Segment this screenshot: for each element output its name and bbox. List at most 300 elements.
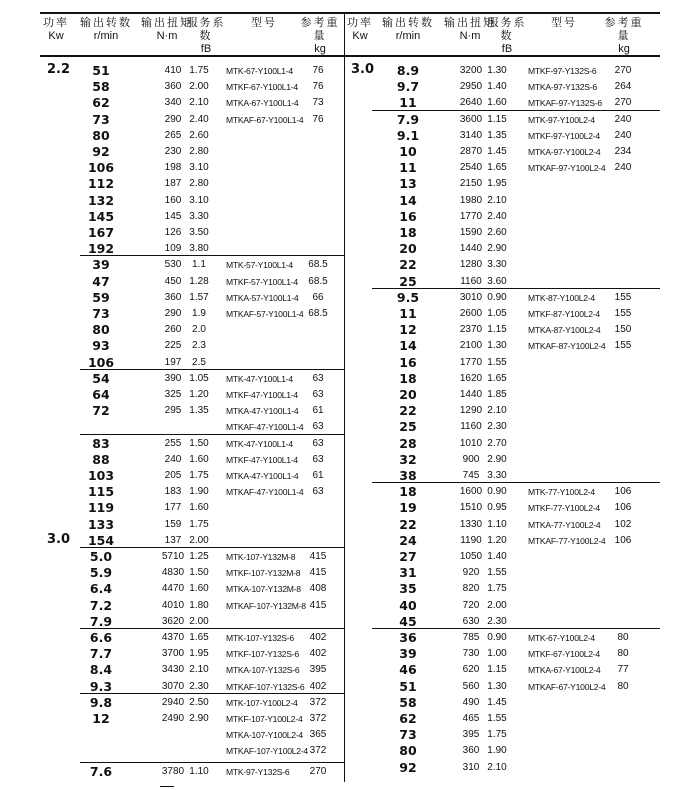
cell-factor: 2.70 bbox=[487, 437, 507, 449]
cell-torque: 159 bbox=[164, 518, 182, 530]
cell-speed: 7.9 bbox=[89, 613, 113, 629]
table-row bbox=[0, 338, 700, 354]
cell-speed: 132 bbox=[87, 192, 115, 208]
cell-weight: 106 bbox=[614, 486, 632, 498]
cell-speed: 8.4 bbox=[89, 662, 113, 678]
table-row bbox=[0, 176, 700, 192]
header-torque-label: 输出扭矩 bbox=[141, 17, 193, 29]
cell-model: MTKA-77-Y100L2-4 bbox=[528, 519, 601, 530]
cell-model: MTKF-97-Y132S-6 bbox=[528, 66, 597, 76]
power-label: 2.2 bbox=[47, 62, 71, 77]
cell-speed: 39 bbox=[399, 646, 417, 662]
cell-speed: 9.3 bbox=[89, 678, 113, 694]
cell-weight: 80 bbox=[617, 632, 629, 643]
cell-speed: 45 bbox=[399, 613, 417, 629]
cell-torque: 900 bbox=[462, 453, 480, 465]
cell-speed: 7.7 bbox=[89, 646, 113, 662]
cell-factor: 3.80 bbox=[189, 243, 209, 255]
table-row bbox=[0, 646, 700, 662]
cell-speed: 9.5 bbox=[396, 289, 420, 305]
table-row bbox=[0, 193, 700, 209]
cell-speed: 28 bbox=[399, 435, 417, 451]
cell-factor: 3.10 bbox=[189, 162, 209, 174]
header-bottom-border bbox=[40, 55, 660, 57]
header-weight-unit: kg bbox=[314, 43, 326, 55]
cell-torque: 490 bbox=[462, 696, 480, 708]
cell-model: MTK-57-Y100L1-4 bbox=[226, 260, 293, 271]
cell-speed: 20 bbox=[399, 241, 417, 257]
cell-torque: 3200 bbox=[459, 65, 483, 76]
cell-speed: 73 bbox=[399, 727, 417, 743]
cell-torque: 3070 bbox=[161, 680, 185, 692]
cell-speed: 59 bbox=[92, 289, 110, 305]
cell-torque: 2540 bbox=[459, 162, 483, 174]
cell-weight: 76 bbox=[312, 81, 324, 93]
cell-factor: 2.3 bbox=[192, 340, 206, 352]
cell-factor: 1.20 bbox=[189, 389, 209, 400]
table-row bbox=[0, 549, 700, 565]
cell-torque: 1010 bbox=[459, 437, 483, 449]
cell-weight: 63 bbox=[312, 372, 324, 384]
table-row bbox=[0, 225, 700, 241]
cell-factor: 2.10 bbox=[487, 761, 507, 773]
cell-factor: 1.15 bbox=[487, 324, 507, 336]
cell-torque: 785 bbox=[462, 632, 480, 643]
header-speed-unit: r/min bbox=[93, 30, 119, 42]
header-torque-unit: N·m bbox=[156, 30, 178, 42]
cell-speed: 73 bbox=[92, 306, 110, 321]
cell-factor: 2.50 bbox=[189, 696, 209, 708]
cell-factor: 3.30 bbox=[487, 470, 507, 481]
group-separator bbox=[372, 482, 660, 483]
cell-torque: 1440 bbox=[459, 243, 483, 255]
cell-factor: 1.1 bbox=[192, 259, 206, 271]
table-row bbox=[0, 533, 700, 549]
cell-speed: 103 bbox=[87, 468, 115, 483]
cell-factor: 1.30 bbox=[487, 65, 507, 76]
cell-speed: 25 bbox=[399, 419, 417, 435]
cell-speed: 11 bbox=[399, 160, 417, 176]
cell-model: MTKF-47-Y100L1-4 bbox=[226, 454, 298, 465]
cell-factor: 1.40 bbox=[487, 81, 507, 93]
table-row bbox=[0, 290, 700, 306]
cell-factor: 1.55 bbox=[487, 713, 507, 724]
cell-speed: 14 bbox=[399, 338, 417, 354]
table-row bbox=[0, 306, 700, 322]
cell-model: MTK-97-Y132S-6 bbox=[226, 767, 290, 778]
cell-speed: 13 bbox=[399, 176, 417, 192]
cell-model: MTKAF-67-Y100L2-4 bbox=[528, 681, 606, 692]
header-speed-label: 输出转数 bbox=[382, 17, 434, 29]
cell-weight: 77 bbox=[617, 664, 629, 676]
cell-speed: 80 bbox=[92, 127, 110, 143]
cell-speed: 92 bbox=[399, 759, 417, 775]
header-factor-label: 服务系数 bbox=[186, 17, 226, 42]
header-power-label: 功率 bbox=[347, 17, 373, 29]
cell-torque: 720 bbox=[462, 599, 480, 611]
table-row bbox=[0, 322, 700, 338]
cell-speed: 112 bbox=[87, 176, 115, 192]
cell-torque: 3620 bbox=[161, 615, 185, 627]
cell-weight: 234 bbox=[614, 146, 632, 157]
cell-torque: 745 bbox=[462, 470, 480, 481]
cell-factor: 1.65 bbox=[189, 632, 209, 643]
table-row bbox=[0, 452, 700, 468]
header-speed bbox=[378, 17, 438, 43]
header-model bbox=[534, 17, 594, 30]
cell-speed: 22 bbox=[399, 403, 417, 419]
cell-factor: 1.75 bbox=[487, 729, 507, 741]
cell-factor: 1.60 bbox=[487, 97, 507, 109]
cell-model: MTKA-57-Y100L1-4 bbox=[226, 292, 299, 303]
cell-weight: 106 bbox=[614, 502, 632, 514]
cell-factor: 1.90 bbox=[487, 745, 507, 757]
cell-factor: 1.40 bbox=[487, 551, 507, 562]
cell-factor: 1.28 bbox=[189, 275, 209, 287]
cell-factor: 3.60 bbox=[487, 275, 507, 287]
cell-weight: 155 bbox=[614, 340, 632, 352]
header-weight-unit: kg bbox=[618, 43, 630, 55]
cell-speed: 73 bbox=[92, 111, 110, 127]
table-row bbox=[0, 371, 700, 387]
cell-weight: 80 bbox=[617, 680, 629, 692]
cell-weight: 155 bbox=[614, 291, 632, 303]
cell-factor: 1.90 bbox=[189, 486, 209, 498]
cell-speed: 10 bbox=[399, 144, 417, 159]
cell-model: MTK-47-Y100L1-4 bbox=[226, 373, 293, 384]
cell-speed: 14 bbox=[399, 192, 417, 208]
cell-model: MTK-67-Y100L1-4 bbox=[226, 66, 293, 76]
cell-torque: 2600 bbox=[459, 308, 483, 319]
cell-torque: 265 bbox=[164, 129, 182, 141]
cell-speed: 93 bbox=[92, 338, 110, 354]
table-row bbox=[0, 112, 700, 128]
cell-speed: 58 bbox=[399, 694, 417, 710]
cell-speed: 24 bbox=[399, 532, 417, 548]
cell-torque: 1440 bbox=[459, 389, 483, 400]
cell-torque: 290 bbox=[164, 308, 182, 319]
cell-factor: 2.60 bbox=[189, 129, 209, 141]
cell-torque: 360 bbox=[164, 81, 182, 93]
cell-torque: 187 bbox=[164, 178, 182, 190]
cell-speed: 62 bbox=[399, 711, 417, 726]
cell-speed: 115 bbox=[87, 484, 115, 500]
cell-speed: 192 bbox=[87, 241, 115, 257]
cell-weight: 415 bbox=[309, 567, 327, 579]
cell-torque: 1190 bbox=[460, 534, 482, 546]
cell-torque: 240 bbox=[164, 453, 182, 465]
cell-torque: 920 bbox=[462, 567, 480, 579]
cell-torque: 198 bbox=[164, 162, 182, 174]
cell-factor: 3.30 bbox=[487, 259, 507, 271]
cell-weight: 63 bbox=[312, 486, 324, 498]
cell-torque: 109 bbox=[164, 243, 182, 255]
cell-torque: 3700 bbox=[161, 648, 185, 660]
cell-model: MTKA-107-Y132S-6 bbox=[226, 665, 300, 676]
cell-torque: 2640 bbox=[459, 97, 483, 109]
header-model-label: 型号 bbox=[251, 17, 277, 29]
header-torque-unit: N·m bbox=[459, 30, 481, 42]
header-speed-unit: r/min bbox=[395, 30, 421, 42]
cell-factor: 2.10 bbox=[487, 194, 507, 206]
cell-model: MTK-107-Y132S-6 bbox=[226, 633, 294, 643]
cell-model: MTKAF-97-Y100L2-4 bbox=[528, 163, 606, 174]
header-model bbox=[234, 17, 294, 30]
cell-model: MTKF-47-Y100L1-4 bbox=[226, 390, 298, 400]
cell-torque: 4370 bbox=[161, 632, 185, 643]
cell-torque: 1590 bbox=[459, 227, 483, 238]
cell-model: MTKF-87-Y100L2-4 bbox=[528, 309, 600, 319]
cell-model: MTKA-67-Y100L1-4 bbox=[226, 98, 299, 109]
cell-factor: 2.5 bbox=[192, 356, 206, 368]
cell-torque: 1980 bbox=[459, 194, 483, 206]
cell-model: MTKA-47-Y100L1-4 bbox=[226, 471, 299, 481]
cell-speed: 32 bbox=[399, 451, 417, 467]
cell-speed: 5.9 bbox=[89, 565, 113, 581]
cell-weight: 102 bbox=[614, 518, 632, 530]
cell-weight: 270 bbox=[614, 97, 632, 109]
cell-weight: 63 bbox=[312, 437, 324, 449]
cell-factor: 1.65 bbox=[487, 162, 507, 174]
cell-model: MTKAF-47-Y100L1-4 bbox=[226, 422, 304, 433]
cell-torque: 2940 bbox=[161, 696, 185, 708]
cell-torque: 177 bbox=[164, 502, 182, 514]
cell-factor: 1.50 bbox=[189, 437, 209, 449]
cell-factor: 0.90 bbox=[487, 291, 507, 303]
cell-weight: 240 bbox=[614, 129, 632, 141]
cell-torque: 2490 bbox=[161, 713, 185, 724]
cell-model: MTKAF-47-Y100L1-4 bbox=[226, 487, 304, 498]
cell-model: MTKAF-57-Y100L1-4 bbox=[226, 309, 304, 319]
cell-weight: 61 bbox=[312, 405, 324, 417]
cell-torque: 465 bbox=[462, 713, 480, 724]
cell-model: MTKAF-107-Y132S-6 bbox=[226, 681, 305, 692]
cell-torque: 260 bbox=[164, 324, 182, 336]
table-row bbox=[0, 241, 700, 257]
cell-factor: 2.00 bbox=[189, 615, 209, 627]
header-factor bbox=[483, 17, 531, 56]
table-row bbox=[0, 581, 700, 597]
cell-weight: 76 bbox=[312, 65, 324, 76]
cell-speed: 40 bbox=[399, 597, 417, 613]
cell-speed: 167 bbox=[87, 225, 115, 240]
cell-torque: 1160 bbox=[460, 275, 482, 287]
cell-torque: 3600 bbox=[459, 113, 483, 125]
cell-torque: 5710 bbox=[161, 551, 185, 562]
cell-factor: 2.00 bbox=[487, 599, 507, 611]
cell-speed: 154 bbox=[87, 532, 115, 548]
cell-torque: 395 bbox=[462, 729, 480, 741]
cell-torque: 3430 bbox=[161, 664, 185, 676]
cell-speed: 27 bbox=[399, 549, 417, 564]
table-row bbox=[0, 630, 700, 646]
table-row bbox=[0, 565, 700, 581]
cell-torque: 145 bbox=[164, 210, 182, 222]
table-row bbox=[0, 500, 700, 516]
cell-torque: 1510 bbox=[459, 502, 483, 514]
cell-weight: 155 bbox=[614, 308, 632, 319]
cell-model: MTKAF-67-Y100L1-4 bbox=[226, 114, 304, 125]
cell-factor: 3.50 bbox=[189, 227, 209, 238]
cell-model: MTKA-97-Y100L2-4 bbox=[528, 147, 601, 157]
cell-weight: 61 bbox=[312, 470, 324, 481]
cell-speed: 16 bbox=[399, 208, 417, 224]
cell-speed: 6.4 bbox=[89, 581, 113, 597]
cell-torque: 820 bbox=[462, 583, 480, 595]
table-row bbox=[0, 144, 700, 160]
cell-torque: 3780 bbox=[161, 766, 185, 778]
cell-model: MTKF-67-Y100L2-4 bbox=[528, 649, 600, 660]
cell-factor: 1.75 bbox=[487, 583, 507, 595]
cell-torque: 1280 bbox=[459, 259, 483, 271]
top-border bbox=[40, 12, 660, 14]
header-power-unit: Kw bbox=[48, 30, 64, 42]
cell-weight: 264 bbox=[614, 81, 632, 93]
cell-factor: 1.10 bbox=[487, 518, 507, 530]
header-factor bbox=[182, 17, 230, 56]
cell-factor: 2.60 bbox=[487, 227, 507, 238]
cell-factor: 1.50 bbox=[189, 567, 209, 579]
cell-torque: 340 bbox=[164, 97, 182, 109]
header-factor-label: 服务系数 bbox=[487, 17, 527, 42]
table-row bbox=[0, 128, 700, 144]
cell-torque: 4010 bbox=[161, 599, 185, 611]
cell-factor: 2.90 bbox=[189, 713, 209, 724]
cell-torque: 126 bbox=[164, 227, 182, 238]
cell-speed: 12 bbox=[92, 711, 110, 726]
cell-factor: 2.00 bbox=[189, 534, 209, 546]
table-row bbox=[0, 743, 700, 759]
cell-torque: 290 bbox=[164, 113, 182, 125]
cell-torque: 310 bbox=[462, 761, 480, 773]
cell-factor: 3.10 bbox=[189, 194, 209, 206]
cell-factor: 1.57 bbox=[189, 291, 209, 303]
table-row bbox=[0, 695, 700, 711]
table-row bbox=[0, 419, 700, 435]
cell-model: MTKAF-87-Y100L2-4 bbox=[528, 341, 606, 352]
cell-torque: 1160 bbox=[460, 421, 482, 433]
cell-factor: 2.40 bbox=[487, 210, 507, 222]
cell-speed: 119 bbox=[87, 500, 115, 516]
cell-speed: 19 bbox=[399, 500, 417, 516]
cell-speed: 9.8 bbox=[89, 694, 113, 710]
cell-torque: 560 bbox=[462, 680, 480, 692]
cell-weight: 150 bbox=[614, 324, 632, 336]
cell-speed: 25 bbox=[399, 273, 417, 289]
cell-speed: 9.1 bbox=[396, 127, 420, 143]
cell-factor: 1.15 bbox=[487, 113, 507, 125]
table-row bbox=[0, 403, 700, 419]
cell-factor: 1.15 bbox=[487, 664, 507, 676]
cell-factor: 0.90 bbox=[487, 632, 507, 643]
cell-torque: 4470 bbox=[161, 583, 185, 595]
cell-torque: 730 bbox=[462, 648, 480, 660]
cell-factor: 1.30 bbox=[487, 340, 507, 352]
cell-speed: 51 bbox=[92, 63, 110, 78]
power-label: 3.0 bbox=[351, 62, 375, 77]
cell-weight: 270 bbox=[614, 65, 632, 76]
cell-weight: 63 bbox=[312, 389, 324, 400]
cell-torque: 197 bbox=[164, 356, 182, 368]
center-divider bbox=[344, 12, 345, 782]
cell-model: MTKAF-107-Y132M-8 bbox=[226, 600, 306, 611]
cell-torque: 3010 bbox=[459, 291, 483, 303]
cell-torque: 1620 bbox=[459, 372, 483, 384]
cell-torque: 360 bbox=[462, 745, 480, 757]
cell-factor: 1.35 bbox=[487, 129, 507, 141]
cell-factor: 1.05 bbox=[189, 372, 209, 384]
table-row bbox=[0, 436, 700, 452]
cell-model: MTKA-87-Y100L2-4 bbox=[528, 325, 601, 336]
cell-factor: 1.25 bbox=[189, 551, 209, 562]
cell-torque: 390 bbox=[164, 372, 182, 384]
table-row bbox=[0, 484, 700, 500]
cell-speed: 18 bbox=[399, 484, 417, 500]
cell-torque: 2370 bbox=[459, 324, 483, 336]
table-row bbox=[0, 79, 700, 95]
cell-model: MTKF-107-Y100L2-4 bbox=[226, 714, 303, 724]
cell-factor: 2.90 bbox=[487, 453, 507, 465]
cell-model: MTK-87-Y100L2-4 bbox=[528, 292, 595, 303]
cell-weight: 106 bbox=[614, 534, 632, 546]
header-weight-label: 参考重量 bbox=[604, 17, 644, 42]
cell-speed: 106 bbox=[87, 160, 115, 176]
cell-torque: 230 bbox=[164, 146, 182, 157]
cell-factor: 0.95 bbox=[487, 502, 507, 514]
cell-speed: 12 bbox=[399, 322, 417, 338]
group-separator bbox=[372, 288, 660, 289]
cell-torque: 2150 bbox=[459, 178, 483, 190]
cell-torque: 360 bbox=[164, 291, 182, 303]
cell-factor: 1.95 bbox=[487, 178, 507, 190]
header-weight-label: 参考重量 bbox=[300, 17, 340, 42]
cell-torque: 295 bbox=[164, 405, 182, 417]
cell-factor: 1.85 bbox=[487, 389, 507, 400]
cell-model: MTK-97-Y100L2-4 bbox=[528, 114, 595, 125]
cell-factor: 2.30 bbox=[487, 615, 507, 627]
footer-mark bbox=[160, 786, 174, 787]
cell-torque: 205 bbox=[164, 470, 182, 481]
cell-factor: 1.60 bbox=[189, 583, 209, 595]
cell-factor: 1.95 bbox=[189, 648, 209, 660]
table-row bbox=[0, 760, 700, 776]
cell-factor: 2.40 bbox=[189, 113, 209, 125]
header-power-label: 功率 bbox=[43, 17, 69, 29]
cell-weight: 66 bbox=[312, 291, 324, 303]
cell-speed: 36 bbox=[399, 630, 417, 645]
cell-weight: 68.5 bbox=[308, 308, 328, 319]
cell-factor: 1.30 bbox=[487, 680, 507, 692]
cell-factor: 1.75 bbox=[189, 518, 209, 530]
cell-torque: 530 bbox=[164, 259, 182, 271]
cell-model: MTKA-47-Y100L1-4 bbox=[226, 406, 299, 417]
cell-factor: 2.90 bbox=[487, 243, 507, 255]
cell-speed: 7.9 bbox=[396, 111, 420, 127]
header-power-unit: Kw bbox=[352, 30, 368, 42]
cell-speed: 83 bbox=[92, 435, 110, 451]
cell-factor: 1.80 bbox=[189, 599, 209, 611]
header-power bbox=[344, 17, 376, 43]
cell-factor: 1.05 bbox=[487, 308, 507, 319]
cell-weight: 408 bbox=[309, 583, 327, 595]
cell-model: MTKA-107-Y132M-8 bbox=[226, 584, 301, 595]
cell-speed: 64 bbox=[92, 387, 110, 402]
cell-factor: 1.9 bbox=[192, 308, 206, 319]
cell-weight: 372 bbox=[309, 696, 327, 708]
cell-speed: 72 bbox=[92, 403, 110, 419]
cell-torque: 1050 bbox=[459, 551, 483, 562]
cell-model: MTKAF-107-Y100L2-4 bbox=[226, 746, 308, 757]
